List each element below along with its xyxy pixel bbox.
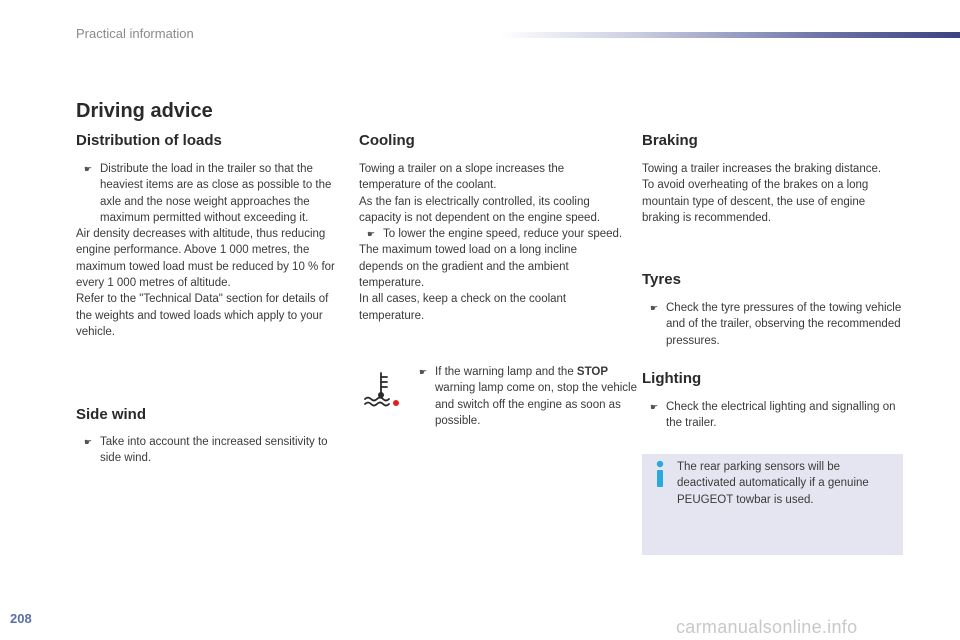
cooling-para-fan: As the fan is electrically controlled, its cooling capacity is not dependent on the engine speed. <box>359 195 601 224</box>
bullet-icon: ☛ <box>84 164 93 174</box>
braking-para-distance: Towing a trailer increases the braking distance. <box>642 163 882 175</box>
tyres-bullet: ☛ Check the tyre pressures of the towing vehicle and of the trailer, observing the recommended pressures. <box>650 302 902 347</box>
watermark: carmanualsonline.info <box>676 617 858 637</box>
side-wind-bullet: ☛ Take into account the increased sensitivity to side wind. <box>84 436 328 465</box>
side-wind-heading: Side wind <box>76 406 147 423</box>
distribution-heading: Distribution of loads <box>76 132 222 149</box>
braking-section <box>642 132 904 226</box>
tyres-heading: Tyres <box>642 271 681 288</box>
cooling-heading: Cooling <box>359 132 415 149</box>
info-note-text: The rear parking sensors will be deactivated automatically if a genuine PEUGEOT towbar is used. <box>677 461 869 506</box>
header-gradient-bar <box>500 32 960 38</box>
distribution-bullet: ☛ Distribute the load in the trailer so that the heaviest items are as close as possible to the axle and the nose weight approaches the maximum permitted without exceeding it. <box>84 163 332 224</box>
lighting-heading: Lighting <box>642 370 702 387</box>
cooling-para-slope: Towing a trailer on a slope increases the temperature of the coolant. <box>359 163 565 192</box>
info-icon <box>652 460 668 488</box>
cooling-para-check: In all cases, keep a check on the coolant temperature. <box>359 293 567 322</box>
section-header: Practical information <box>76 26 194 41</box>
coolant-warning-text: ☛ If the warning lamp and the STOP warning lamp come on, stop the vehicle and switch off the engine as soon as possible. <box>419 366 637 427</box>
lighting-bullet: ☛ Check the electrical lighting and signalling on the trailer. <box>650 401 896 430</box>
bullet-icon: ☛ <box>367 229 376 240</box>
page-title: Driving advice <box>76 100 213 122</box>
braking-para-descent: To avoid overheating of the brakes on a long mountain type of descent, the use of engine braking is recommended. <box>642 179 869 224</box>
distribution-of-loads-section <box>76 132 341 340</box>
cooling-para-incline: The maximum towed load on a long incline depends on the gradient and the ambient temperature. <box>359 244 577 290</box>
tyres-section <box>642 271 904 349</box>
page-number: 208 <box>10 611 32 626</box>
coolant-temperature-icon <box>361 370 401 410</box>
stop-label: STOP <box>576 366 609 378</box>
side-wind-section <box>76 406 341 467</box>
coolant-warning-note <box>359 364 637 434</box>
cooling-section <box>359 132 624 324</box>
bullet-icon: ☛ <box>650 402 659 412</box>
braking-heading: Braking <box>642 132 698 149</box>
distribution-para-technical: Refer to the "Technical Data" section for details of the weights and towed loads which apply to your vehicle. <box>76 293 329 338</box>
lighting-section <box>642 370 904 432</box>
bullet-icon: ☛ <box>419 367 428 377</box>
bullet-icon: ☛ <box>84 437 93 447</box>
info-note-box <box>642 454 903 555</box>
bullet-icon: ☛ <box>650 303 659 313</box>
distribution-para-altitude: Air density decreases with altitude, thus reducing engine performance. Above 1 000 metres, the maximum towed load must be reduced by 10 % for every 1 000 metres of altitude. <box>76 228 335 290</box>
cooling-bullet: ☛ To lower the engine speed, reduce your speed. <box>359 226 624 242</box>
